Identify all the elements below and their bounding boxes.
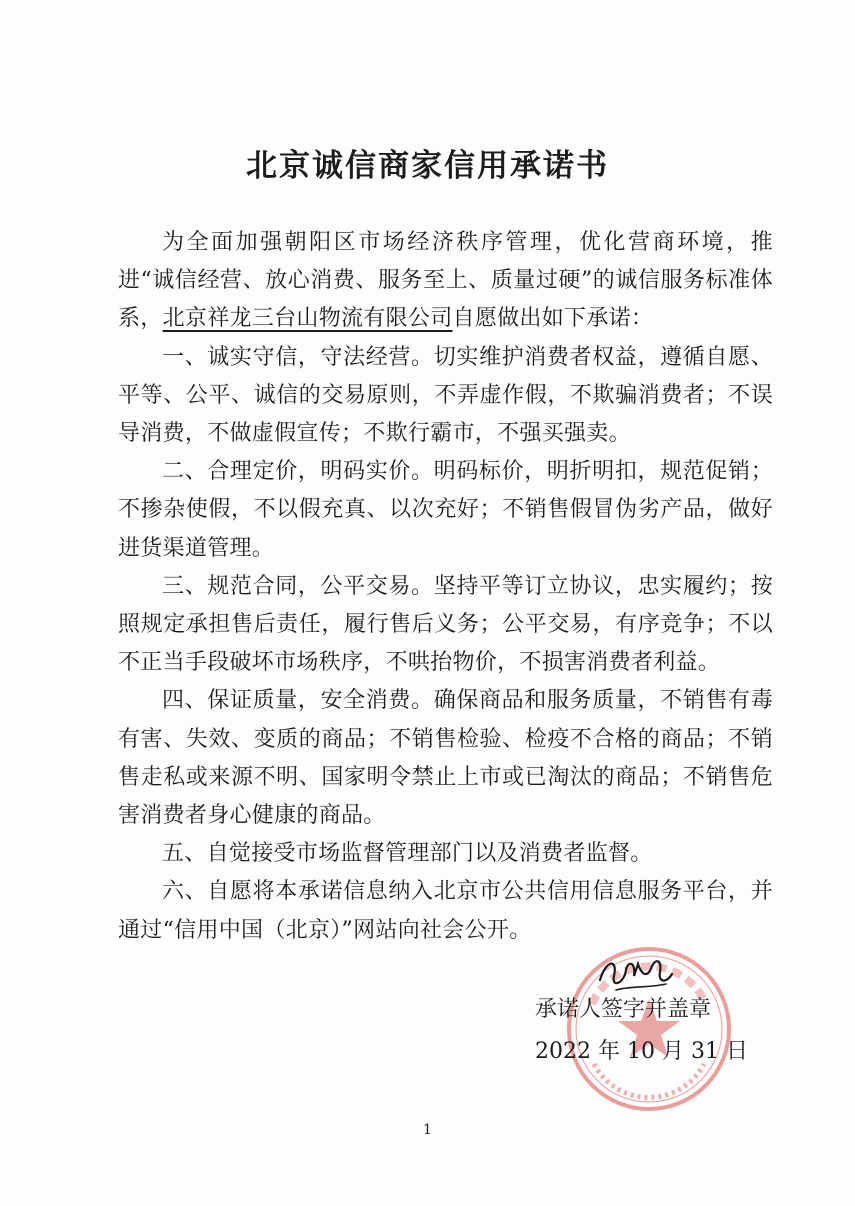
intro-text-after: 自愿做出如下承诺：	[452, 306, 654, 332]
page-number: 1	[423, 1122, 432, 1138]
commitment-paragraph-4: 四、保证质量，安全消费。确保商品和服务质量，不销售有毒有害、失效、变质的商品；不销售检验、检疫不合格的商品；不销售走私或来源不明、国家明令禁止上市或已淘汰的商品；不销售危害消费者身心健康的商品。	[118, 688, 773, 829]
signature-label: 承诺人签字并盖章	[535, 997, 712, 1022]
intro-paragraph	[118, 224, 773, 339]
commitment-paragraph-2: 二、合理定价，明码实价。明码标价，明折明扣，规范促销；不掺杂使假，不以假充真、以次充好；不销售假冒伪劣产品，做好进货渠道管理。	[118, 459, 773, 561]
commitment-paragraph-3: 三、规范合同，公平交易。坚持平等订立协议，忠实履约；按照规定承担售后责任，履行售后义务；公平交易，有序竞争；不以不正当手段破坏市场秩序，不哄抬物价，不损害消费者利益。	[118, 573, 773, 676]
document-body	[118, 224, 773, 950]
commitment-paragraph-5: 五、自觉接受市场监督管理部门以及消费者监督。	[162, 841, 653, 867]
commitment-paragraph-6: 六、自愿将本承诺信息纳入北京市公共信用信息服务平台，并通过“信用中国（北京）”网站向社会公开。	[118, 879, 773, 943]
company-name: 北京祥龙三台山物流有限公司	[162, 306, 453, 332]
commitment-paragraph-1: 一、诚实守信，守法经营。切实维护消费者权益，遵循自愿、平等、公平、诚信的交易原则，不弄虚作假，不欺骗消费者；不误导消费，不做虚假宣传；不欺行霸市，不强买强卖。	[118, 344, 773, 447]
signature-date: 2022 年 10 月 31 日	[535, 1039, 748, 1064]
intro-text-before: 为全面加强朝阳区市场经济秩序管理，优化营商环境，推进“诚信经营、放心消费、服务至上、质量过硬”的诚信服务标准体系，	[118, 230, 773, 332]
document-title: 北京诚信商家信用承诺书	[246, 148, 609, 184]
